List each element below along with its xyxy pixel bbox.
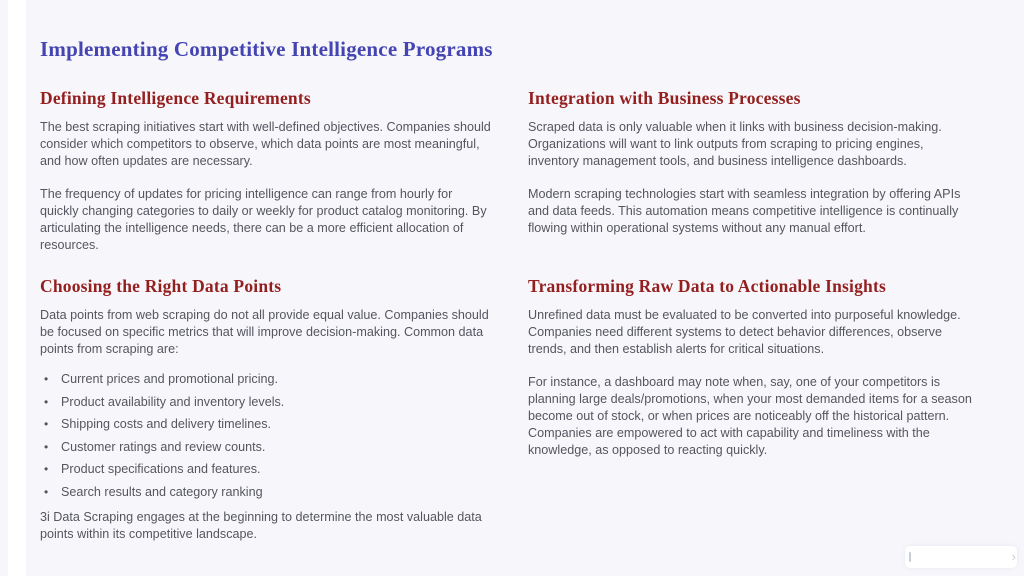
bullet-marker: •	[44, 372, 49, 386]
section-integration-business-processes	[528, 88, 976, 254]
list-item	[40, 439, 492, 456]
section-transforming-raw-data	[528, 276, 976, 543]
paragraph: The frequency of updates for pricing intelligence can range from hourly for quickly changing categories to daily or weekly for product catalog monitoring. By articulating the intelligence needs, there can be a more efficient allocation of resources.	[40, 187, 487, 252]
two-column-layout	[40, 88, 976, 543]
bullet-marker: •	[44, 417, 49, 431]
paragraph: Unrefined data must be evaluated to be converted into purposeful knowledge. Companies need different systems to detect behavior differences, observe trends, and then establish alerts for critical situations.	[528, 308, 961, 356]
list-item	[40, 461, 492, 478]
section-heading-defining: Defining Intelligence Requirements	[40, 88, 311, 108]
list-item-text: Customer ratings and review counts.	[61, 439, 266, 454]
chevron-right-icon: ›	[1011, 549, 1016, 564]
bullet-list	[40, 371, 492, 501]
slide-canvas	[40, 36, 976, 543]
list-item-text: Product availability and inventory levels.	[61, 394, 285, 409]
paragraph: Scraped data is only valuable when it links with business decision-making. Organizations will want to link outputs from scraping to pricing engines, inventory management tools, and business intelligence dashboards.	[528, 120, 942, 168]
list-item	[40, 371, 492, 388]
bullet-marker: •	[44, 439, 49, 454]
list-item	[40, 484, 492, 501]
paragraph: For instance, a dashboard may note when, say, one of your competitors is planning large deals/promotions, when your most demanded items for a season become out of stock, or when prices are noticeably off the historical pattern. Companies are empowered to act with capability and timeliness with the knowledge, as opposed to reacting quickly.	[528, 375, 972, 457]
section-heading-integration: Integration with Business Processes	[528, 88, 801, 108]
bullet-marker: •	[44, 462, 49, 476]
paragraph: Modern scraping technologies start with seamless integration by offering APIs and data feeds. This automation means competitive intelligence is continually flowing within operational systems without any manual effort.	[528, 187, 961, 235]
paragraph: Data points from web scraping do not all provide equal value. Companies should be focused on specific metrics that will improve decision-making. Common data points from scraping are:	[40, 308, 489, 356]
list-item-text: Product specifications and features.	[61, 462, 261, 476]
list-item	[40, 394, 492, 411]
bullet-marker: •	[44, 484, 49, 499]
badge-left-mark	[909, 552, 911, 562]
section-heading-transforming: Transforming Raw Data to Actionable Insights	[528, 276, 887, 296]
bullet-marker: •	[44, 394, 49, 409]
section-heading-choosing: Choosing the Right Data Points	[40, 276, 282, 296]
watermark-badge[interactable]	[905, 546, 1017, 568]
paragraph: The best scraping initiatives start with well-defined objectives. Companies should consider which competitors to observe, which data points are most meaningful, and how often updates are necessary.	[40, 120, 491, 168]
list-item-text: Shipping costs and delivery timelines.	[61, 417, 272, 431]
page-title: Implementing Competitive Intelligence Programs	[40, 37, 493, 61]
paragraph: 3i Data Scraping engages at the beginning to determine the most valuable data points within its competitive landscape.	[40, 509, 482, 541]
left-edge-strip	[8, 0, 26, 576]
section-choosing-data-points	[40, 276, 492, 543]
list-item	[40, 416, 492, 433]
section-defining-intelligence-requirements	[40, 88, 492, 254]
list-item-text: Search results and category ranking	[61, 484, 263, 499]
list-item-text: Current prices and promotional pricing.	[61, 372, 278, 386]
